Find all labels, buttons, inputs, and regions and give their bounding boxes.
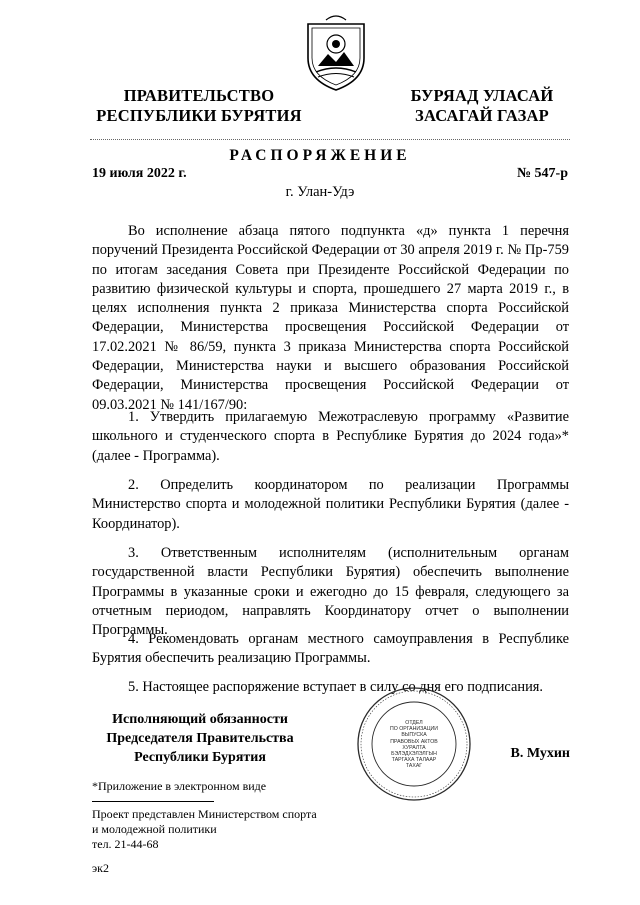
official-stamp bbox=[356, 686, 472, 802]
attachment-footnote: *Приложение в электронном виде bbox=[92, 779, 267, 793]
stamp-text: ОТДЕЛ ПО ОРГАНИЗАЦИИ ВЫПУСКА ПРАВОВЫХ АКТОВ ХУРАЛТА БЭЛЭДХЭЛЭЛГЫН ТАРГАХА ТАЛААР ТАХАГ bbox=[390, 720, 438, 770]
signature-position-line1: Исполняющий обязанности bbox=[112, 712, 288, 727]
signature-position-line3: Республики Бурятия bbox=[134, 750, 266, 765]
coat-of-arms-emblem bbox=[300, 14, 372, 92]
header-right bbox=[392, 86, 572, 126]
item-3-paragraph: 3. Ответственным исполнителям (исполнительным органам государственной власти Республики Бурятия) обеспечить выполнение Программы в указанные сроки и ежегодно до 15 февраля, следующего за отчетным периодом, направлять Координатору отчет о выполнении Программы. bbox=[92, 545, 569, 639]
header-left-line1: ПРАВИТЕЛЬСТВО bbox=[123, 86, 275, 105]
signature-position-line2: Председателя Правительства bbox=[106, 731, 294, 746]
header-left bbox=[84, 86, 314, 126]
signature-position bbox=[60, 710, 340, 767]
footnote-rule bbox=[92, 801, 214, 802]
prepared-by-note: Проект представлен Министерством спорта и молодежной политики тел. 21-44-68 bbox=[92, 807, 317, 851]
signatory-name: В. Мухин bbox=[510, 746, 570, 761]
document-city: г. Улан-Удэ bbox=[285, 184, 355, 200]
header-divider bbox=[90, 139, 570, 140]
item-1-paragraph: 1. Утвердить прилагаемую Межотраслевую программу «Развитие школьного и студенческого спорта в Республике Бурятия до 2024 года»* (далее - Программа). bbox=[92, 409, 569, 464]
item-2-paragraph: 2. Определить координатором по реализации Программы Министерство спорта и молодежной политики Республики Бурятия (далее - Координатор). bbox=[92, 477, 569, 532]
item-4-paragraph: 4. Рекомендовать органам местного самоуправления в Республике Бурятия обеспечить реализацию Программы. bbox=[92, 631, 569, 667]
header-right-line2: ЗАСАГАЙ ГАЗАР bbox=[415, 106, 549, 125]
header-right-line1: БУРЯАД УЛАСАЙ bbox=[410, 86, 554, 105]
document-date: 19 июля 2022 г. bbox=[92, 166, 187, 181]
document-code: эк2 bbox=[92, 861, 109, 875]
document-number: № 547-р bbox=[516, 166, 568, 181]
header-left-line2: РЕСПУБЛИКИ БУРЯТИЯ bbox=[96, 106, 302, 125]
document-title: РАСПОРЯЖЕНИЕ bbox=[229, 147, 411, 164]
item-5-paragraph: 5. Настоящее распоряжение вступает в силу со дня его подписания. bbox=[128, 679, 543, 695]
preamble-paragraph: Во исполнение абзаца пятого подпункта «д» пункта 1 перечня поручений Президента Российской Федерации от 30 апреля 2019 г. № Пр-759 по итогам заседания Совета при Президенте Российской Федерации по развитию физической культуры и спорта, прошедшего 27 марта 2019 г., в целях исполнения пункта 2 приказа Министерства спорта Российской Федерации, Министерства просвещения Российской Федерации от 17.02.2021 № 86/59, пункта 3 приказа Министерства спорта Российской Федерации, Министерства науки и высшего образования Российской Федерации, Министерства просвещения Российской Федерации от 09.03.2021 № 141/167/90: bbox=[92, 223, 569, 413]
